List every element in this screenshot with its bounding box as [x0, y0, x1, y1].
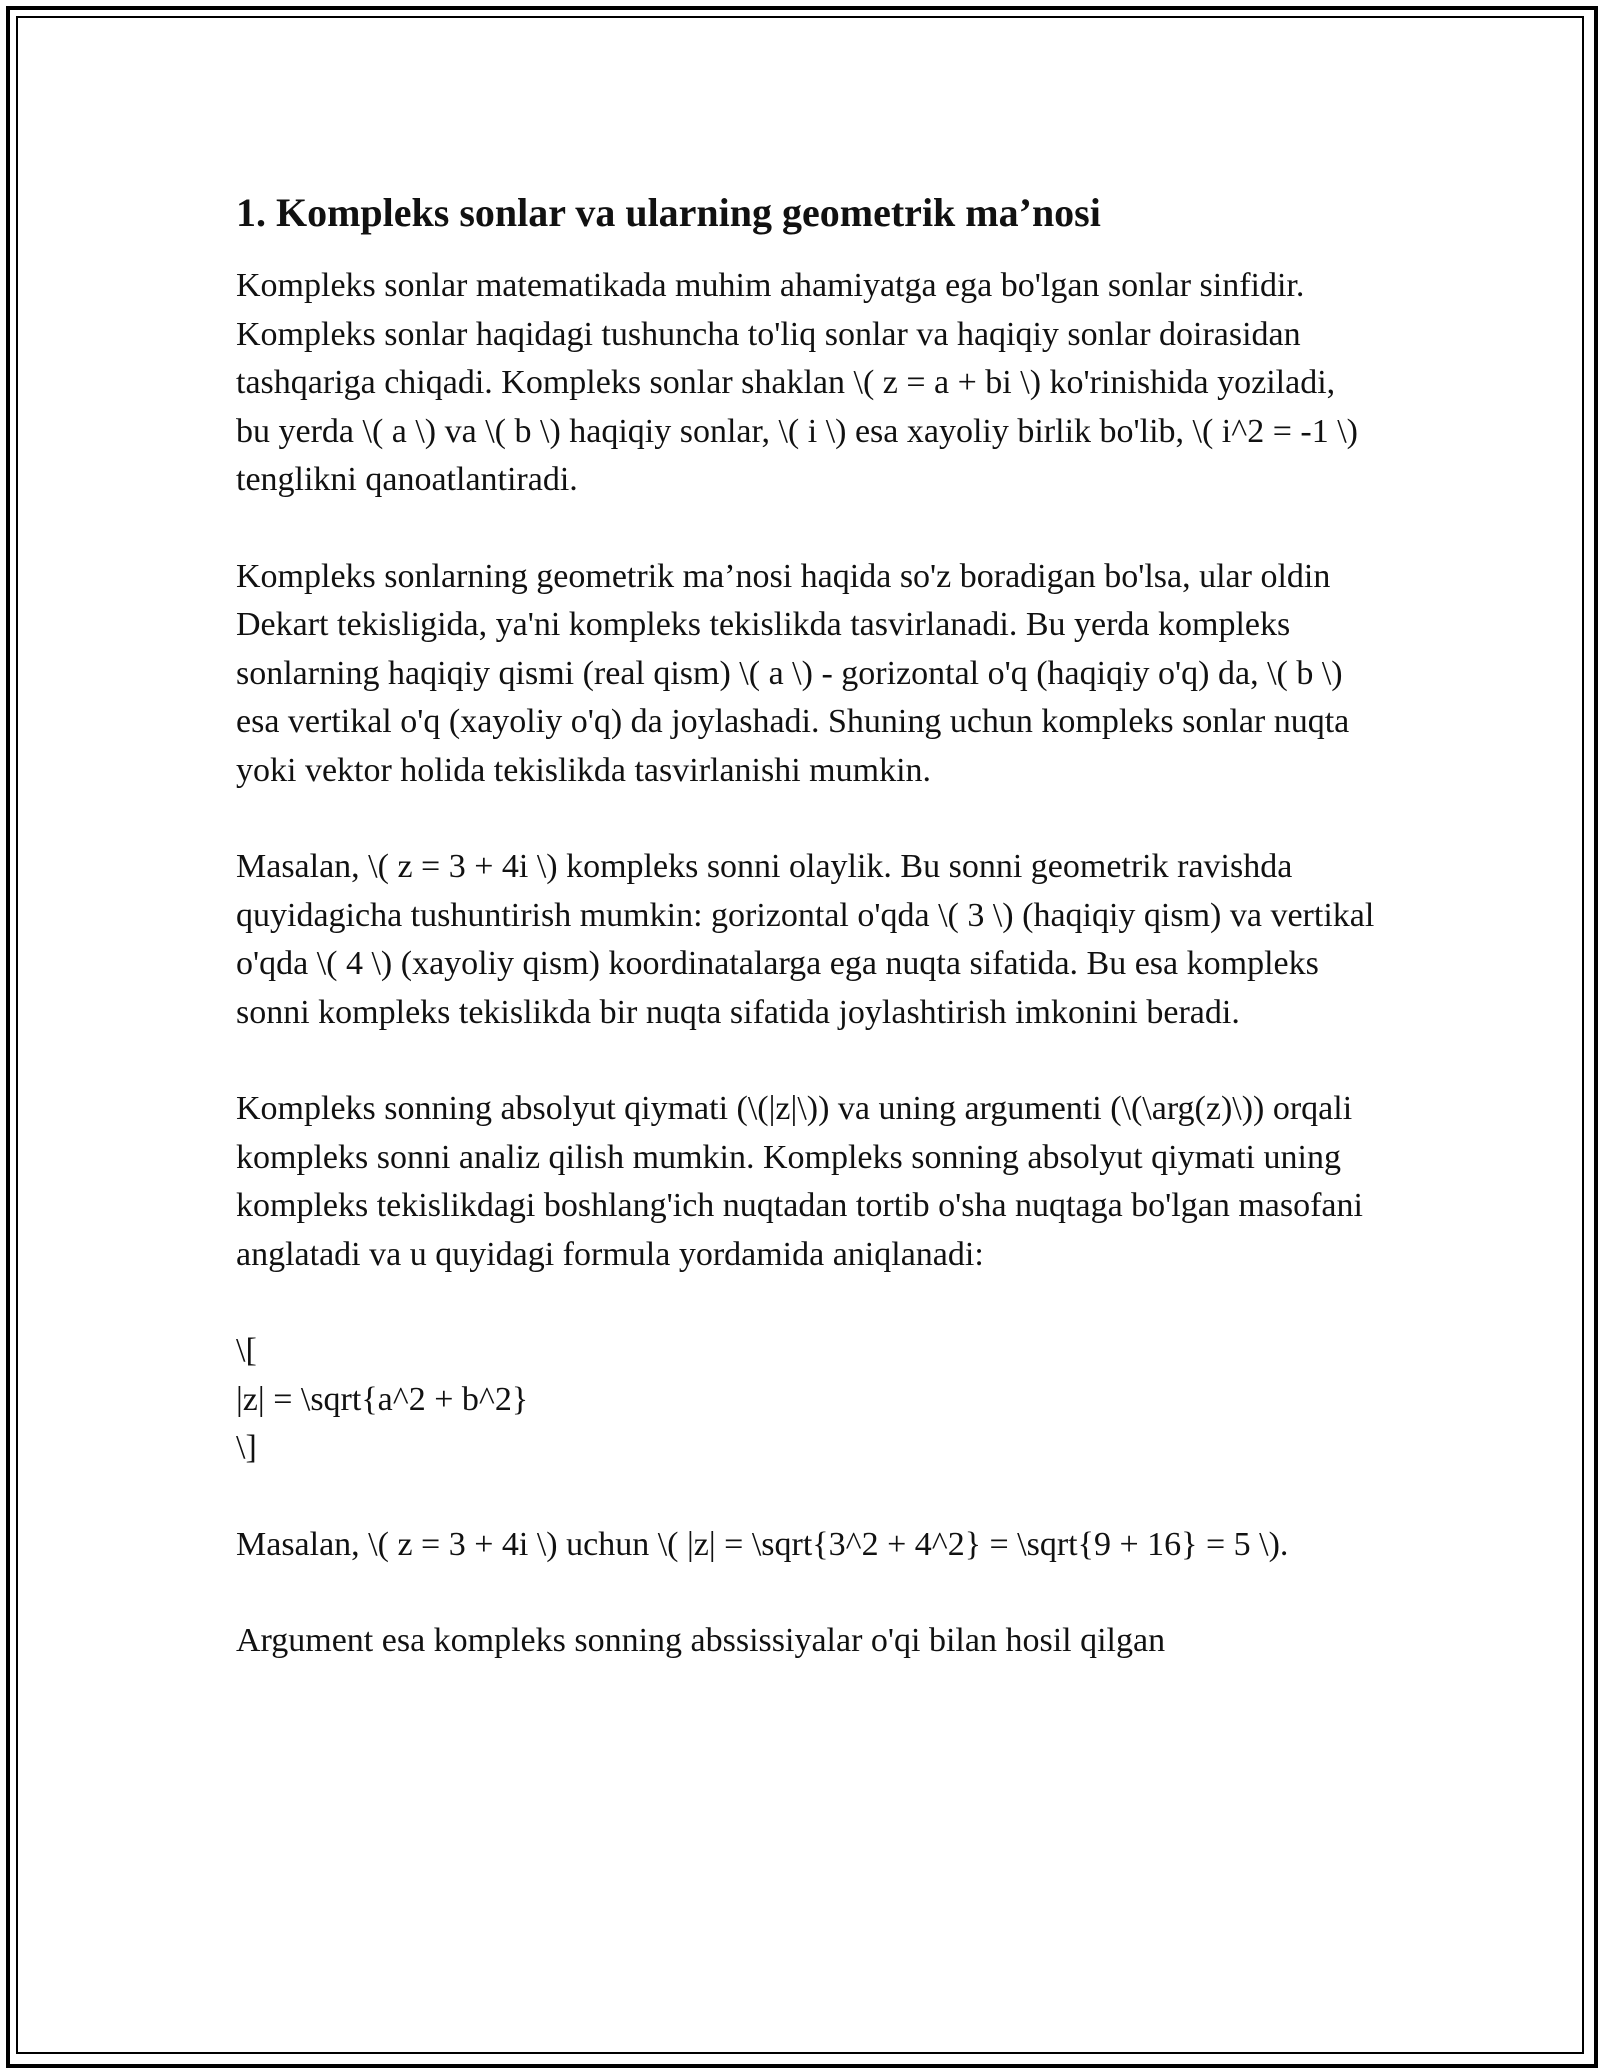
paragraph-example-point: Masalan, \( z = 3 + 4i \) kompleks sonni olaylik. Bu sonni geometrik ravishda quyidagicha tushuntirish mumkin: gorizontal o'qda \( 3 \) (haqiqiy qism) va vertikal o'qda \( 4 \) (xayoliy qism) koordinatalarga ega nuqta sifatida. Bu esa kompleks sonni kompleks tekislikda bir nuqta sifatida joylashtirish imkonini beradi.: [236, 848, 1375, 1031]
formula-close: \]: [236, 1429, 257, 1466]
paragraph-example-modulus: Masalan, \( z = 3 + 4i \) uchun \( |z| = \sqrt{3^2 + 4^2} = \sqrt{9 + 16} = 5 \).: [236, 1525, 1289, 1563]
paragraph-intro: Kompleks sonlar matematikada muhim ahamiyatga ega bo'lgan sonlar sinfidir. Kompleks sonlar haqidagi tushuncha to'liq sonlar va haqiqiy sonlar doirasidan tashqariga chiqadi. Kompleks sonlar shaklan \( z = a + bi \) ko'rinishida yoziladi, bu yerda \( a \) va \( b \) haqiqiy sonlar, \( i \) esa xayoliy birlik bo'lib, \( i^2 = -1 \) tenglikni qanoatlantiradi.: [236, 267, 1358, 498]
paragraph-geometric-meaning: Kompleks sonlarning geometrik ma’nosi haqida so'z boradigan bo'lsa, ular oldin Dekart tekisligida, ya'ni kompleks tekislikda tasvirlanadi. Bu yerda kompleks sonlarning haqiqiy qismi (real qism) \( a \) - gorizontal o'q (haqiqiy o'q) da, \( b \) esa vertikal o'q (xayoliy o'q) da joylashadi. Shuning uchun kompleks sonlar nuqta yoki vektor holida tekislikda tasvirlanishi mumkin.: [236, 557, 1350, 789]
paragraph-absolute-value: Kompleks sonning absolyut qiymati (\(|z|\)) va uning argumenti (\(\arg(z)\)) orqali kompleks sonni analiz qilish mumkin. Kompleks sonning absolyut qiymati uning kompleks tekislikdagi boshlang'ich nuqtadan tortib o'sha nuqtaga bo'lgan masofani anglatadi va u quyidagi formula yordamida aniqlanadi:: [236, 1090, 1363, 1273]
paragraph-argument: Argument esa kompleks sonning abssissiyalar o'qi bilan hosil qilgan: [236, 1622, 1166, 1659]
document-body: [236, 186, 1376, 1714]
formula-body: |z| = \sqrt{a^2 + b^2}: [236, 1380, 529, 1418]
formula-open: \[: [236, 1332, 257, 1369]
display-formula: [236, 1327, 1376, 1473]
section-heading: 1. Kompleks sonlar va ularning geometrik ma’nosi: [236, 190, 1101, 235]
